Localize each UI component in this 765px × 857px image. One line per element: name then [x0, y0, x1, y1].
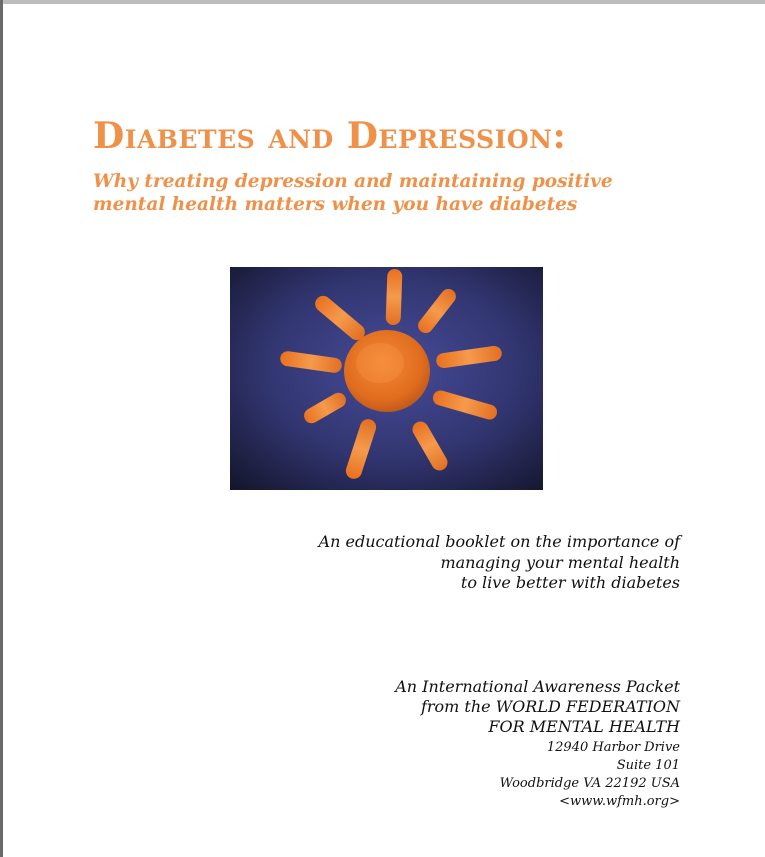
document-title: Diabetes and Depression: [93, 115, 567, 157]
booklet-line: to live better with diabetes [460, 573, 680, 592]
publisher-line: FOR MENTAL HEALTH [488, 717, 680, 736]
address-line: Suite 101 [616, 758, 680, 773]
address-line: Woodbridge VA 22192 USA [499, 776, 680, 791]
publisher-line: An International Awareness Packet [395, 677, 680, 696]
subtitle-line: Why treating depression and maintaining positive [93, 171, 613, 192]
booklet-line: An educational booklet on the importance of [318, 532, 680, 551]
booklet-line: managing your mental health [440, 552, 680, 572]
website-link[interactable]: <www.wfmh.org> [559, 794, 680, 809]
publisher-line: from the WORLD FEDERATION [420, 697, 680, 716]
document-subtitle [93, 170, 613, 216]
address-line: 12940 Harbor Drive [546, 740, 680, 755]
cover-image [230, 267, 543, 490]
document-page [3, 4, 765, 857]
publisher-block [395, 677, 680, 811]
booklet-description [319, 532, 680, 594]
subtitle-line: mental health matters when you have diabetes [93, 194, 578, 215]
